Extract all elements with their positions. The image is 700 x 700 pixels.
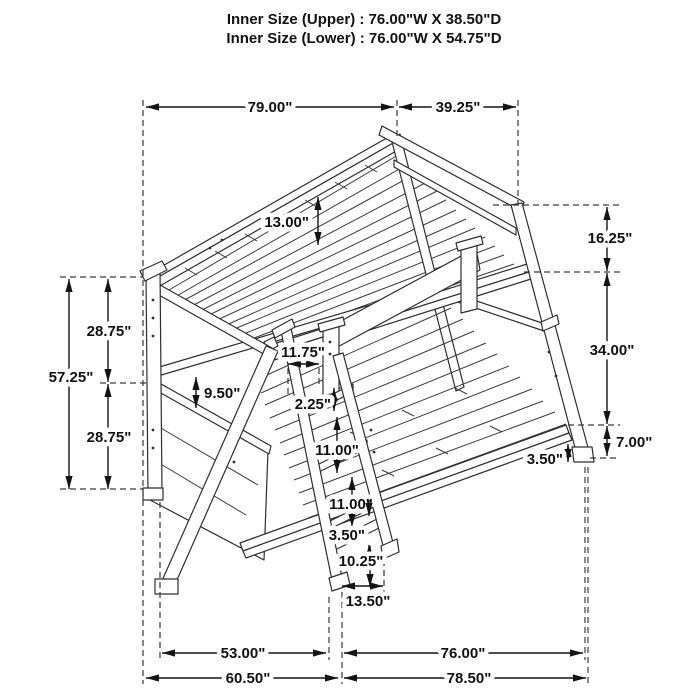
dim-top-depth xyxy=(399,99,516,116)
dim-ladder-width xyxy=(342,586,390,610)
dim-label: 57.25" xyxy=(48,369,94,386)
dim-label: 13.00" xyxy=(264,214,309,231)
dim-label: 79.00" xyxy=(247,99,293,116)
dim-bottom-right-inner xyxy=(344,645,583,662)
dim-left-upper-half xyxy=(87,279,132,382)
dim-label: 11.00" xyxy=(315,442,359,459)
dim-bottom-right-outer xyxy=(344,670,586,687)
dim-left-lower-half xyxy=(87,384,132,489)
dim-label: 16.25" xyxy=(587,230,633,247)
right-headboard xyxy=(379,126,524,391)
dim-label: 3.50" xyxy=(526,451,563,468)
dim-label: 2.25" xyxy=(294,396,331,413)
dim-label: 34.00" xyxy=(589,342,635,359)
bed-drawing xyxy=(140,126,594,594)
dim-label: 78.50" xyxy=(446,670,492,687)
dim-label: 7.00" xyxy=(616,434,653,451)
dim-label: 28.75" xyxy=(86,323,132,340)
front-right-leg xyxy=(511,203,590,459)
dim-right-bunk-gap xyxy=(590,273,635,424)
title-line-upper: Inner Size (Upper) : 76.00"W X 38.50"D xyxy=(226,11,502,28)
dim-right-top-gap xyxy=(588,207,633,271)
title-line-lower: Inner Size (Lower) : 76.00"W X 54.75"D xyxy=(226,30,502,47)
dim-label: 11.00" xyxy=(329,496,373,513)
dim-right-base-height xyxy=(607,426,652,456)
dim-label: 10.25" xyxy=(338,553,384,570)
upper-left-end-rail xyxy=(150,281,272,357)
dim-label: 13.50" xyxy=(345,593,391,610)
title-block xyxy=(226,11,501,47)
dim-left-total-height xyxy=(49,279,94,489)
dim-top-length xyxy=(146,99,394,116)
upper-back-rail xyxy=(145,135,398,291)
dim-label: 39.25" xyxy=(435,99,481,116)
dim-label: 53.00" xyxy=(220,645,266,662)
dim-label: 60.50" xyxy=(225,670,271,687)
lower-front-rail xyxy=(240,425,572,558)
dim-label: 3.50" xyxy=(328,527,365,544)
dim-bottom-left-inner xyxy=(162,645,326,662)
dim-left-rail-gap xyxy=(196,377,240,408)
dim-label: 28.75" xyxy=(86,429,132,446)
dim-label: 11.75" xyxy=(281,344,325,361)
dim-label: 9.50" xyxy=(204,385,241,402)
dim-bottom-left-outer xyxy=(146,670,338,687)
dim-label: 76.00" xyxy=(440,645,486,662)
